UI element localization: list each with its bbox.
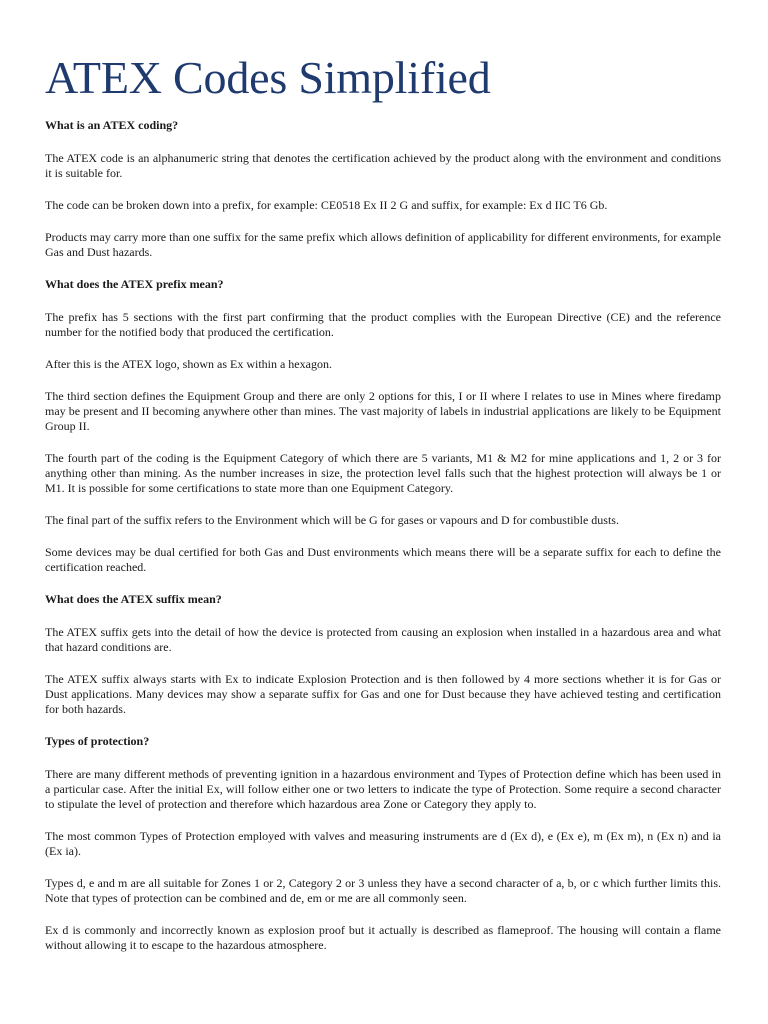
paragraph: The prefix has 5 sections with the first part confirming that the product complies with the European Directive (CE) and the reference number for the notified body that produced the certification. [45,310,721,339]
section-heading: What is an ATEX coding? [45,118,179,132]
section-heading: What does the ATEX suffix mean? [45,592,222,606]
page-title: ATEX Codes Simplified [45,52,491,103]
paragraph: After this is the ATEX logo, shown as Ex within a hexagon. [45,357,332,371]
paragraph: Products may carry more than one suffix for the same prefix which allows definition of applicability for different environments, for example Gas and Dust hazards. [45,230,721,259]
paragraph: The most common Types of Protection employed with valves and measuring instruments are d (Ex d), e (Ex e), m (Ex m), n (Ex n) and ia (Ex ia). [45,829,721,858]
document-page [45,52,721,970]
paragraph: Ex d is commonly and incorrectly known as explosion proof but it actually is described as flameproof. The housing will contain a flame without allowing it to escape to the hazardous atmosphere. [45,923,721,952]
paragraph: The ATEX suffix always starts with Ex to indicate Explosion Protection and is then followed by 4 more sections whether it is for Gas or Dust applications. Many devices may show a separate suffix for Gas and one for Dust because they have achieved testing and certification for both hazards. [45,672,721,716]
paragraph: The code can be broken down into a prefix, for example: CE0518 Ex II 2 G and suffix, for example: Ex d IIC T6 Gb. [45,198,608,212]
paragraph: The final part of the suffix refers to the Environment which will be G for gases or vapours and D for combustible dusts. [45,513,619,527]
paragraph: Types d, e and m are all suitable for Zones 1 or 2, Category 2 or 3 unless they have a second character of a, b, or c which further limits this. Note that types of protection can be combined and de, em or me are all commonly seen. [45,876,721,905]
paragraph: The fourth part of the coding is the Equipment Category of which there are 5 variants, M1 & M2 for mine applications and 1, 2 or 3 for anything other than mining. As the number increases in size, the protection level falls such that the highest protection will always be 1 or M1. It is possible for some certifications to state more than one Equipment Category. [45,451,721,495]
section-heading: What does the ATEX prefix mean? [45,277,224,291]
paragraph: The ATEX suffix gets into the detail of how the device is protected from causing an explosion when installed in a hazardous area and what that hazard conditions are. [45,625,721,654]
paragraph: The ATEX code is an alphanumeric string that denotes the certification achieved by the product along with the environment and conditions it is suitable for. [45,151,721,180]
paragraph: Some devices may be dual certified for both Gas and Dust environments which means there will be a separate suffix for each to define the certification reached. [45,545,721,574]
section-heading: Types of protection? [45,734,150,748]
document-body [45,118,721,953]
paragraph: There are many different methods of preventing ignition in a hazardous environment and Types of Protection define which has been used in a particular case. After the initial Ex, will follow either one or two letters to indicate the type of Protection. Some require a second character to stipulate the level of protection and therefore which hazardous area Zone or Category they apply to. [45,767,721,811]
paragraph: The third section defines the Equipment Group and there are only 2 options for this, I or II where I relates to use in Mines where firedamp may be present and II becoming anywhere other than mines. The vast majority of labels in industrial applications are likely to be Equipment Group II. [45,389,721,433]
